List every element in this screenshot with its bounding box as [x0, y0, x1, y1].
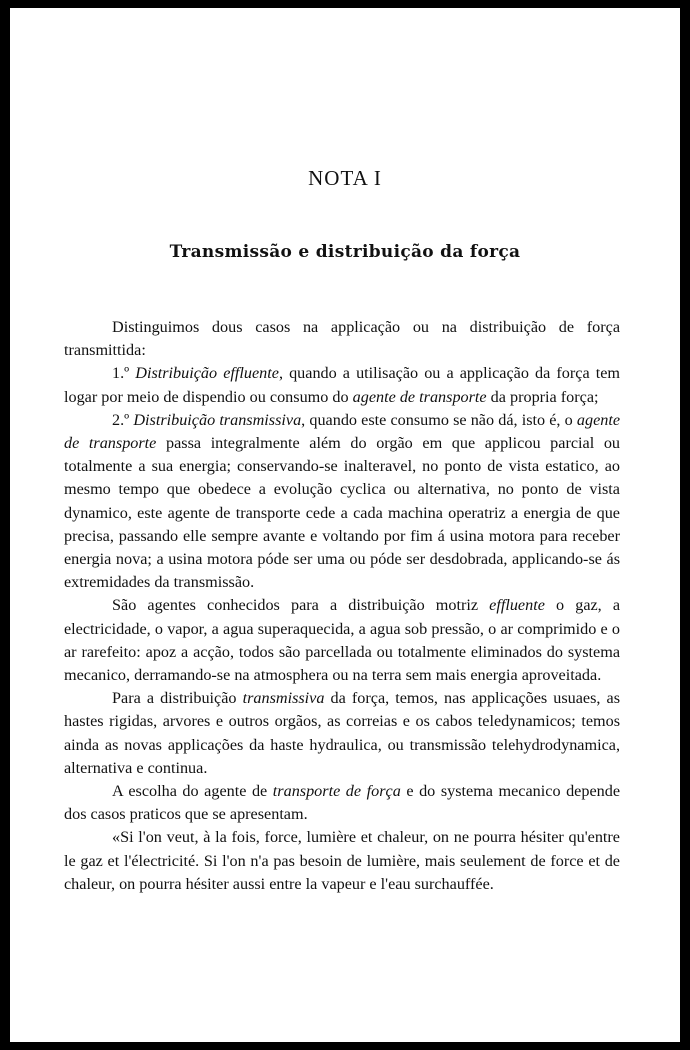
term-italic: Distribuição transmissiva: [133, 410, 302, 429]
text-span: e do systema mecanico depende dos casos praticos que se apresentam.: [64, 782, 621, 824]
text-span: , quando este consumo se não dá, isto é, o: [301, 410, 573, 429]
item-number: 2.º: [112, 410, 130, 429]
text-span: A escolha do agente de: [112, 782, 268, 801]
paragraph-intro: Distinguimos dous casos na applicação ou na distribuição de força transmittida:: [64, 318, 620, 360]
text-span: , quando a utilisação ou a applicação da força tem logar por meio de dispendio ou consumo do: [64, 364, 621, 406]
book-page: [10, 8, 680, 1042]
term-italic: agente de transporte: [64, 410, 621, 453]
paragraph-transmissive-distribution: [64, 687, 620, 780]
text-span: da força, temos, nas applicações usuaes, as hastes rigidas, arvores e outros orgãos, as correias e os cabos teledynamicos; temos ainda as novas applicações da haste hydraulica, ou transmissão telehydrodynamica, alternativa e continua.: [64, 689, 621, 777]
term-italic: transporte de força: [272, 782, 401, 801]
term-italic: effluente: [489, 596, 545, 615]
term-italic: transmissiva: [242, 689, 325, 708]
paragraph-choice: [64, 780, 620, 826]
text-span: o gaz, a electricidade, o vapor, a agua superaquecida, a agua sob pressão, o ar comprimido e o ar rarefeito: apoz a acção, todos são parcellada ou totalmente eliminados do systema mecanico, derramando-se na atmosphera ou na terra sem mais energia aproveitada.: [64, 596, 621, 685]
page-title: NOTA I: [308, 166, 382, 190]
text-span: da propria força;: [490, 387, 599, 406]
term-italic: agente de transporte: [352, 387, 487, 406]
text-span: São agentes conhecidos para a distribuição motriz: [112, 596, 479, 615]
paragraph-quote: «Si l'on veut, à la fois, force, lumière et chaleur, on ne pourra hésiter qu'entre le gaz et l'électricité. Si l'on n'a pas besoin de lumière, mais seulement de force et de chaleur, on pourra hésiter aussi entre la vapeur e l'eau surchauffée.: [64, 828, 620, 893]
section-heading: Transmissão e distribuição da força: [169, 242, 521, 262]
item-number: 1.º: [112, 364, 130, 383]
paragraph-effluent: [64, 362, 620, 408]
body-text: [64, 316, 620, 896]
term-italic: Distribuição effluente: [135, 364, 279, 383]
text-span: passa integralmente além do orgão em que applicou parcial ou totalmente a sua energia; conservando-se inalteravel, no ponto de vista estatico, ao mesmo tempo que obedece a evolução cyclica ou alternativa, no ponto de vista dynamico, este agente de transporte cede a cada machina operatriz a energia de que precisa, passando elle sempre avante e voltando por fim á usina motora para receber energia nova; a usina motora póde ser uma ou póde ser desdobrada, applicando-se ás extremidades da transmissão.: [64, 434, 621, 592]
paragraph-transmissive: [64, 409, 620, 595]
paragraph-agents: [64, 594, 620, 687]
text-span: Para a distribuição: [112, 689, 237, 708]
